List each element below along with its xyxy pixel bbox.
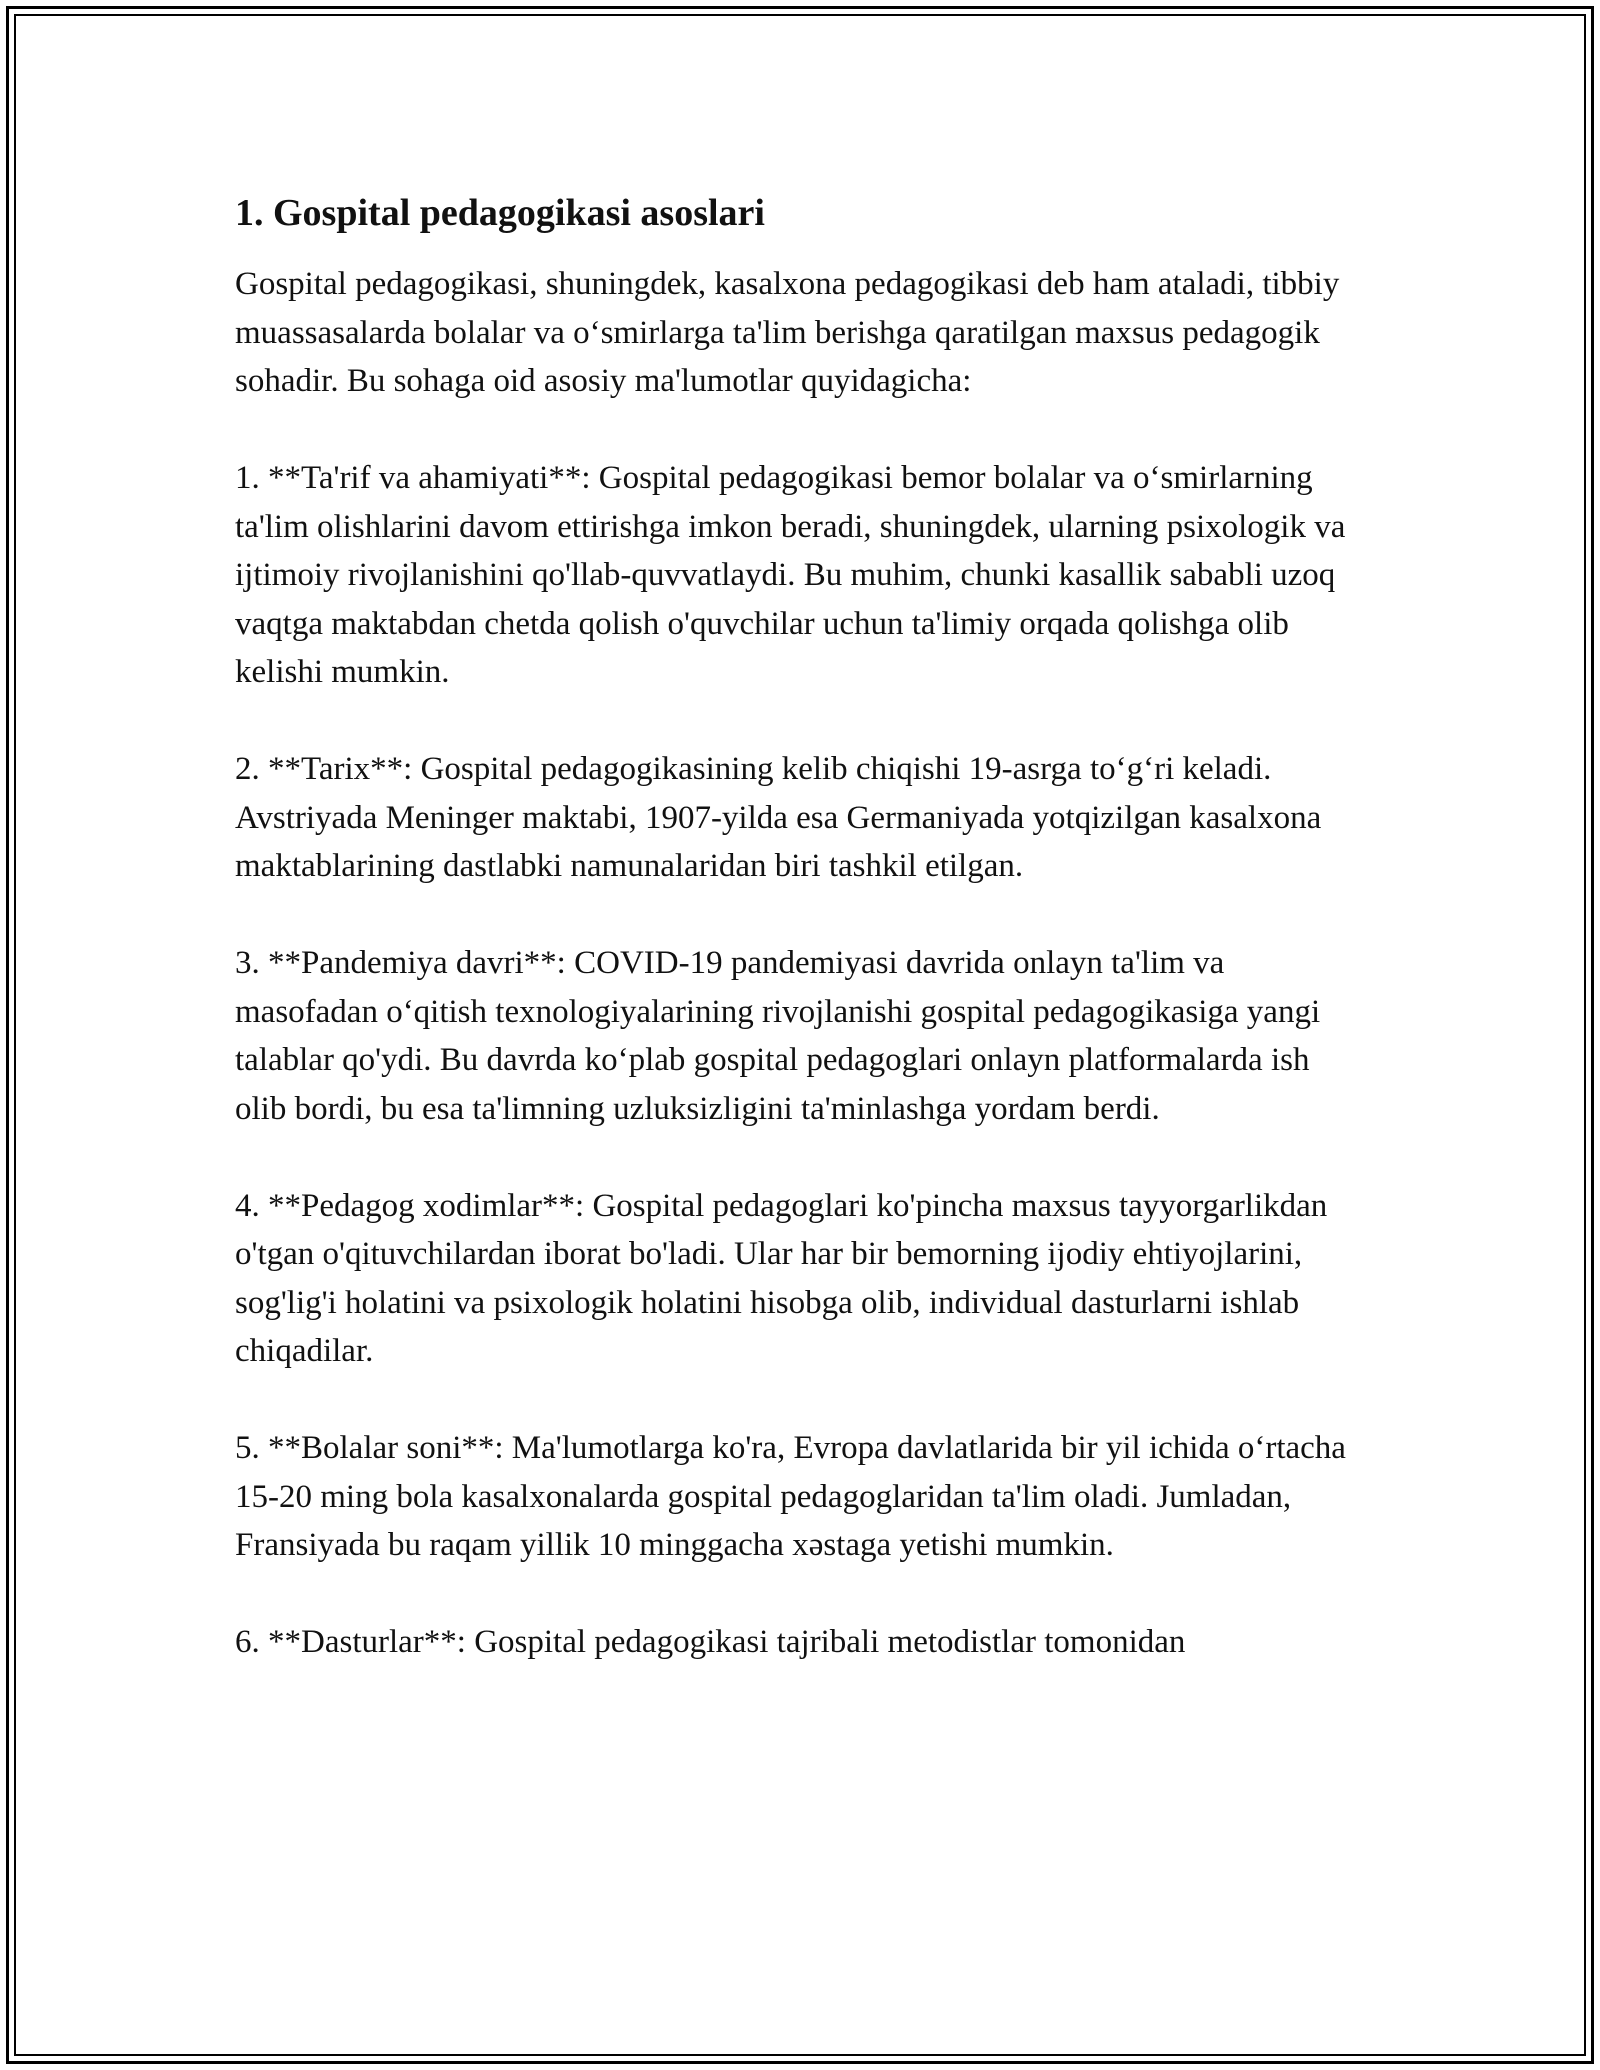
paragraph-dasturlar: 6. **Dasturlar**: Gospital pedagogikasi tajribali metodistlar tomonidan — [235, 1624, 1186, 1660]
paragraph-tarix: 2. **Tarix**: Gospital pedagogikasining kelib chiqishi 19-asrga to‘g‘ri keladi. Avstriyada Meninger maktabi, 1907-yilda esa Germaniyada yotqizilgan kasalxona maktablarining dastlabki namunalaridan biri tashkil etilgan. — [235, 751, 1322, 884]
document-body — [235, 186, 1365, 1715]
paragraph-pedagog-xodimlar: 4. **Pedagog xodimlar**: Gospital pedagoglari ko'pincha maxsus tayyorgarlikdan o'tgan o'qituvchilardan iborat bo'ladi. Ular har bir bemorning ijodiy ehtiyojlarini, sog'lig'i holatini va psixologik holatini hisobga olib, individual dasturlarni ishlab chiqadilar. — [235, 1187, 1328, 1369]
paragraph-tarif: 1. **Ta'rif va ahamiyati**: Gospital pedagogikasi bemor bolalar va o‘smirlarning ta'lim olishlarini davom ettirishga imkon beradi, shuningdek, ularning psixologik va ijtimoiy rivojlanishini qo'llab-quvvatlaydi. Bu muhim, chunki kasallik sababli uzoq vaqtga maktabdan chetda qolish o'quvchilar uchun ta'limiy orqada qolishga olib kelishi mumkin. — [235, 460, 1346, 690]
intro-paragraph: Gospital pedagogikasi, shuningdek, kasalxona pedagogikasi deb ham ataladi, tibbiy muassasalarda bolalar va o‘smirlarga ta'lim berishga qaratilgan maxsus pedagogik sohadir. Bu sohaga oid asosiy ma'lumotlar quyidagicha: — [235, 266, 1340, 399]
paragraph-bolalar-soni: 5. **Bolalar soni**: Ma'lumotlarga ko'ra, Evropa davlatlarida bir yil ichida o‘rtacha 15-20 ming bola kasalxonalarda gospital pedagoglaridan ta'lim oladi. Jumladan, Fransiyada bu raqam yillik 10 minggacha xəstaga yetishi mumkin. — [235, 1430, 1346, 1563]
document-title: 1. Gospital pedagogikasi asoslari — [235, 192, 765, 234]
paragraph-pandemiya: 3. **Pandemiya davri**: COVID-19 pandemiyasi davrida onlayn ta'lim va masofadan o‘qitish texnologiyalarining rivojlanishi gospital pedagogikasiga yangi talablar qo'ydi. Bu davrda ko‘plab gospital pedagoglari onlayn platformalarda ish olib bordi, bu esa ta'limning uzluksizligini ta'minlashga yordam berdi. — [235, 945, 1321, 1127]
